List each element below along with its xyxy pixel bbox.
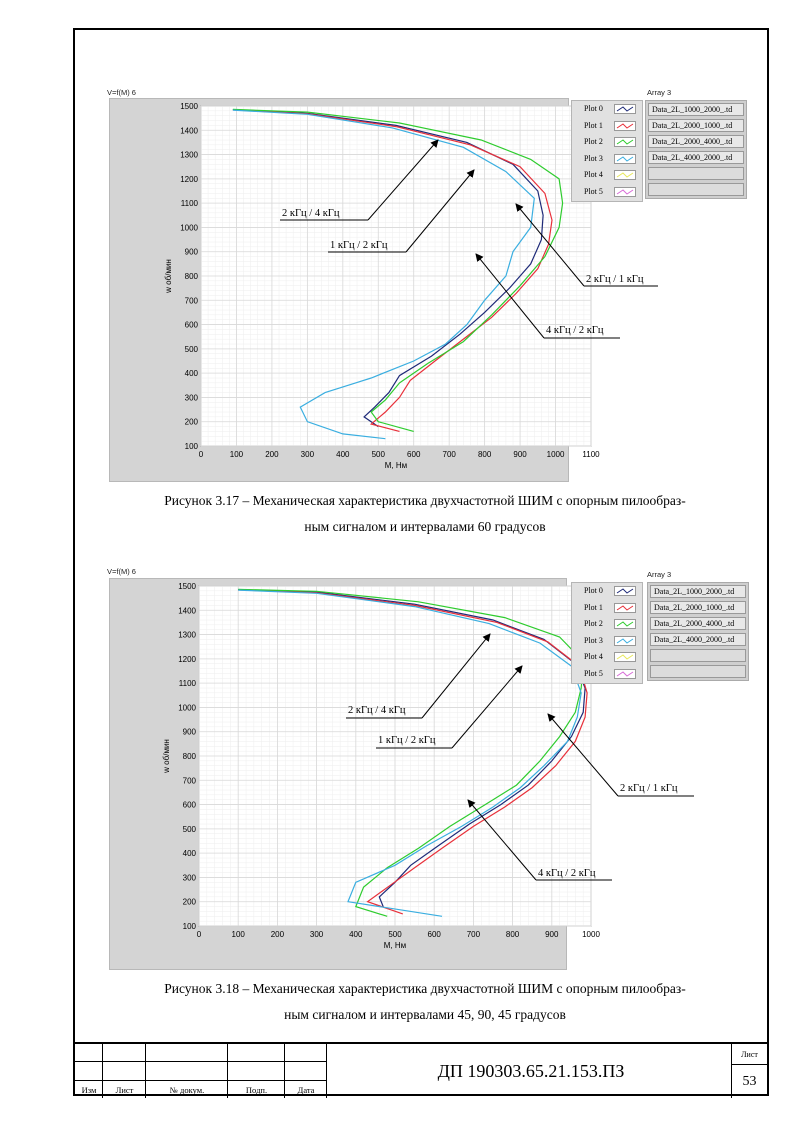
caption-line: ным сигналом и интервалами 45, 90, 45 градусов <box>284 1007 566 1022</box>
y-axis-label: w об/мин <box>164 259 173 293</box>
figure-2 <box>75 30 767 1030</box>
stamp-data: Дата <box>297 1085 315 1095</box>
y-tick-label: 300 <box>182 873 196 883</box>
y-tick-label: 1300 <box>178 630 196 640</box>
y-tick-label: 1200 <box>180 174 198 184</box>
legend-label: Plot 5 <box>584 668 603 678</box>
y-tick-label: 600 <box>182 800 196 810</box>
array-item[interactable]: Data_2L_1000_2000_.td <box>650 585 746 598</box>
x-tick-label: 400 <box>349 930 363 939</box>
legend-label: Plot 0 <box>584 586 603 595</box>
y-tick-label: 800 <box>184 272 198 281</box>
y-tick-label: 700 <box>184 296 198 306</box>
caption-line: Рисунок 3.17 – Механическая характеристика двухчастотной ШИМ с опорным пилообраз- <box>164 493 686 508</box>
legend-label: Plot 2 <box>584 619 603 629</box>
legend-item <box>572 583 642 600</box>
y-tick-label: 100 <box>184 442 198 451</box>
array-control <box>647 582 749 681</box>
x-tick-label: 0 <box>198 450 204 459</box>
y-axis-label: w об/мин <box>162 739 171 773</box>
annotation-label: 1 кГц / 2 кГц <box>378 735 436 746</box>
y-tick-label: 1300 <box>180 150 198 160</box>
graph-title: V=f(M) 6 <box>107 88 136 97</box>
stamp-izm: Изм <box>81 1085 97 1095</box>
sheet-label: Лист <box>741 1050 758 1059</box>
legend-item <box>572 666 642 683</box>
legend-swatch <box>614 586 636 596</box>
stamp-podp: Подп. <box>245 1085 268 1095</box>
array-title: Array 3 <box>647 88 672 97</box>
y-tick-label: 900 <box>184 247 198 257</box>
legend-swatch <box>614 652 636 662</box>
stamp-doc-no: № докум. <box>169 1085 205 1095</box>
array-item[interactable] <box>650 665 746 678</box>
x-tick-label: 400 <box>336 450 350 459</box>
array-item[interactable]: Data_2L_2000_1000_.td <box>650 601 746 614</box>
y-tick-label: 1200 <box>178 654 196 664</box>
annotation-label: 2 кГц / 1 кГц <box>620 783 678 794</box>
stamp-list: Лист <box>115 1085 134 1095</box>
annotation-label: 1 кГц / 2 кГц <box>330 240 388 251</box>
y-tick-label: 500 <box>182 824 196 834</box>
legend-label: Plot 4 <box>584 170 603 180</box>
annotation-label: 4 кГц / 2 кГц <box>546 325 604 336</box>
y-tick-label: 1000 <box>180 223 198 233</box>
array-title: Array 3 <box>647 570 672 579</box>
x-tick-label: 500 <box>388 930 402 939</box>
x-tick-label: 100 <box>229 450 244 459</box>
x-tick-label: 300 <box>309 930 324 939</box>
y-tick-label: 1000 <box>178 703 196 713</box>
y-tick-label: 200 <box>182 897 196 907</box>
x-tick-label: 1100 <box>582 450 600 459</box>
annotation-label: 2 кГц / 4 кГц <box>348 705 406 716</box>
legend-label: Plot 2 <box>584 137 603 147</box>
sheet-number: 53 <box>742 1074 757 1089</box>
document-code: ДП 190303.65.21.153.ПЗ <box>437 1061 625 1081</box>
x-axis-label: M, Нм <box>384 461 408 470</box>
x-tick-label: 900 <box>545 930 559 939</box>
annotation-label: 4 кГц / 2 кГц <box>538 868 596 879</box>
title-block <box>75 1042 767 1098</box>
legend-swatch <box>614 603 636 613</box>
annotation-label: 2 кГц / 1 кГц <box>586 274 644 285</box>
page-frame <box>73 28 769 1096</box>
array-item[interactable] <box>650 649 746 662</box>
y-tick-label: 1400 <box>178 606 196 616</box>
legend-item <box>572 616 642 633</box>
x-axis-label: M, Нм <box>383 941 407 950</box>
caption-line: ным сигналом и интервалами 60 градусов <box>304 519 546 534</box>
legend-item <box>572 600 642 617</box>
y-tick-label: 700 <box>182 776 196 786</box>
annotation-label: 2 кГц / 4 кГц <box>282 208 340 219</box>
graph-title: V=f(M) 6 <box>107 567 136 576</box>
legend-label: Plot 5 <box>584 186 603 196</box>
x-tick-label: 700 <box>466 930 481 939</box>
x-tick-label: 800 <box>477 450 492 459</box>
y-tick-label: 1400 <box>180 126 198 136</box>
x-tick-label: 900 <box>513 450 527 459</box>
legend-item <box>572 633 642 650</box>
y-tick-label: 400 <box>184 369 198 379</box>
legend-label: Plot 4 <box>584 652 603 662</box>
y-tick-label: 200 <box>184 417 198 427</box>
caption-line: Рисунок 3.18 – Механическая характеристика двухчастотной ШИМ с опорным пилообраз- <box>164 981 686 996</box>
legend-swatch <box>614 669 636 679</box>
figure-caption <box>105 976 745 1028</box>
array-item[interactable]: Data_2L_2000_4000_.td <box>648 135 744 148</box>
x-tick-label: 200 <box>270 930 285 939</box>
y-tick-label: 600 <box>184 320 198 330</box>
y-tick-label: 300 <box>184 393 198 403</box>
y-tick-label: 100 <box>182 922 196 931</box>
y-tick-label: 1100 <box>180 199 198 209</box>
y-tick-label: 1500 <box>180 102 198 111</box>
y-tick-label: 500 <box>184 344 198 354</box>
array-item[interactable]: Data_2L_1000_2000_.td <box>648 103 744 116</box>
x-tick-label: 600 <box>407 450 421 459</box>
array-item[interactable]: Data_2L_4000_2000_.td <box>648 151 744 164</box>
legend-label: Plot 3 <box>584 153 603 163</box>
x-tick-label: 800 <box>505 930 520 939</box>
legend-label: Plot 1 <box>584 120 603 130</box>
x-tick-label: 600 <box>427 930 441 939</box>
y-tick-label: 400 <box>182 849 196 859</box>
x-tick-label: 100 <box>231 930 245 939</box>
legend-item <box>572 649 642 666</box>
stamp-row-line <box>731 1064 767 1065</box>
legend-swatch <box>614 619 636 629</box>
x-tick-label: 1000 <box>546 450 565 459</box>
y-tick-label: 900 <box>182 727 196 737</box>
array-item[interactable]: Data_2L_4000_2000_.td <box>650 633 746 646</box>
legend-2 <box>571 582 643 684</box>
x-tick-label: 1000 <box>582 930 600 939</box>
y-tick-label: 1500 <box>178 582 196 591</box>
array-item[interactable]: Data_2L_2000_1000_.td <box>648 119 744 132</box>
array-item[interactable]: Data_2L_2000_4000_.td <box>650 617 746 630</box>
legend-label: Plot 0 <box>584 104 603 113</box>
y-tick-label: 800 <box>182 752 196 761</box>
x-tick-label: 300 <box>300 450 315 459</box>
legend-swatch <box>614 636 636 646</box>
legend-label: Plot 3 <box>584 635 603 645</box>
x-tick-label: 500 <box>371 450 385 459</box>
x-tick-label: 0 <box>196 930 202 939</box>
legend-label: Plot 1 <box>584 602 603 612</box>
x-tick-label: 200 <box>265 450 279 459</box>
y-tick-label: 1100 <box>178 679 196 689</box>
x-tick-label: 700 <box>442 450 456 459</box>
